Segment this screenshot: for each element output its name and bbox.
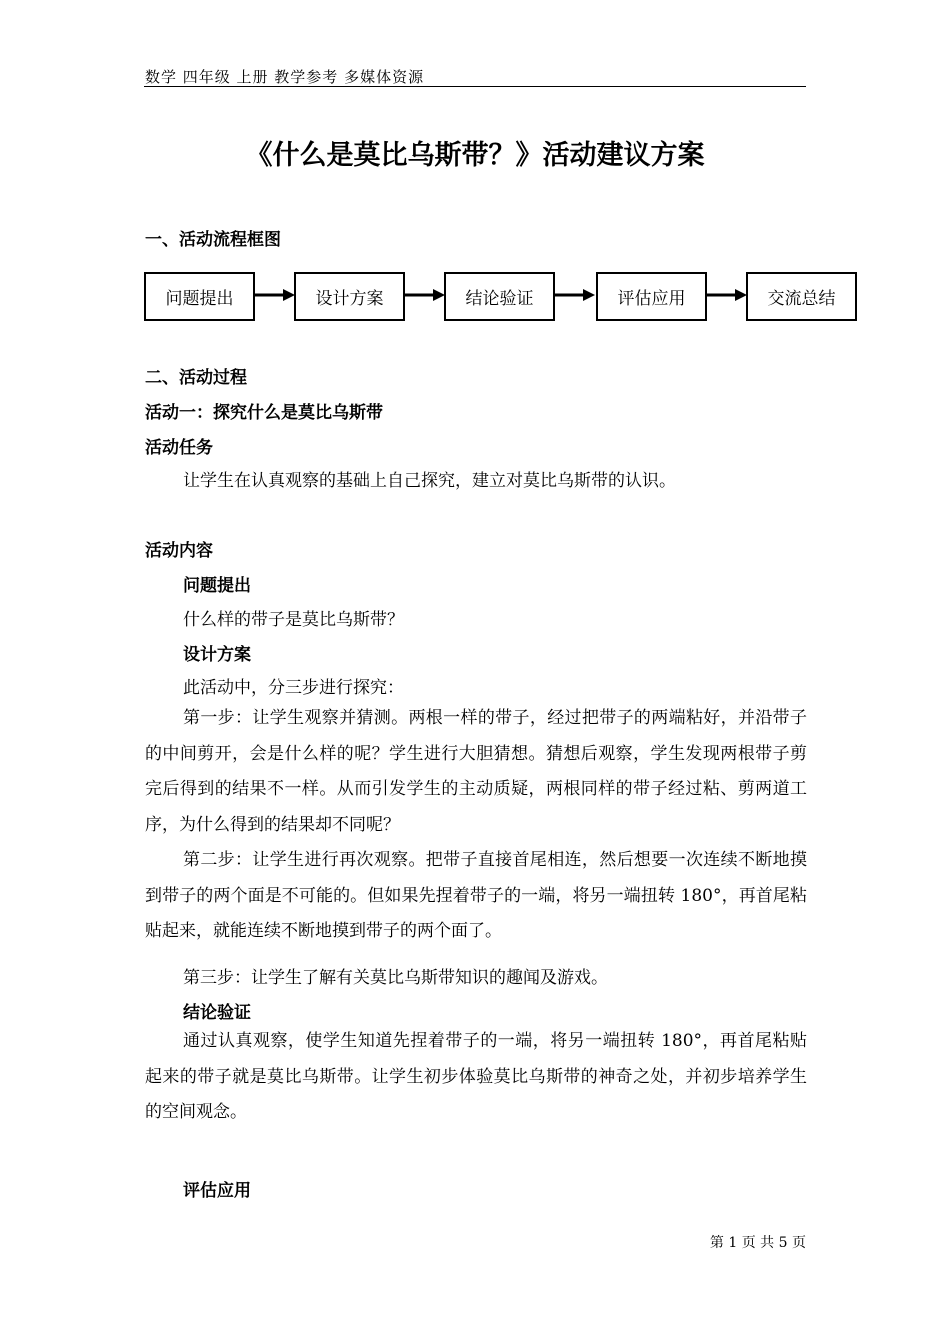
section-heading-flowchart: 一、活动流程框图	[145, 230, 281, 250]
task-text: 让学生在认真观察的基础上自己探究，建立对莫比乌斯带的认识。	[183, 471, 676, 491]
flow-arrow-icon	[405, 288, 445, 302]
flow-step-label: 评估应用	[617, 289, 686, 309]
task-heading: 活动任务	[145, 438, 213, 458]
conclusion-paragraph: 通过认真观察，使学生知道先捏着带子的一端，将另一端扭转 180°，再首尾粘贴起来的带子就是莫比乌斯带。让学生初步体验莫比乌斯带的神奇之处，并初步培养学生的空间观念。	[145, 1031, 807, 1122]
content-heading: 活动内容	[145, 541, 213, 561]
question-text: 什么样的带子是莫比乌斯带？	[183, 610, 404, 630]
design-intro: 此活动中，分三步进行探究：	[183, 678, 404, 698]
flow-step-label: 设计方案	[315, 289, 384, 309]
flow-step-design	[294, 272, 405, 321]
flow-step-summary	[746, 272, 857, 321]
design-heading: 设计方案	[183, 645, 251, 665]
page-title: 《什么是莫比乌斯带？》活动建议方案	[245, 140, 705, 171]
flow-step-label: 结论验证	[465, 289, 534, 309]
document-header: 数学 四年级 上册 教学参考 多媒体资源	[145, 68, 425, 86]
question-heading: 问题提出	[183, 576, 251, 596]
flow-arrow-icon	[555, 288, 595, 302]
flow-step-evaluation	[596, 272, 707, 321]
evaluation-heading: 评估应用	[183, 1181, 251, 1201]
header-rule	[144, 86, 806, 87]
page-number: 第 1 页 共 5 页	[709, 1235, 806, 1251]
flow-step-label: 交流总结	[767, 289, 836, 309]
flow-step-question	[144, 272, 255, 321]
flow-arrow-icon	[707, 288, 747, 302]
conclusion-heading: 结论验证	[183, 1003, 251, 1023]
activity-title: 活动一：探究什么是莫比乌斯带	[145, 403, 383, 423]
flow-step-conclusion	[444, 272, 555, 321]
step-one-paragraph: 第一步：让学生观察并猜测。两根一样的带子，经过把带子的两端粘好，并沿带子的中间剪开，会是什么样的呢？学生进行大胆猜想。猜想后观察，学生发现两根带子剪完后得到的结果不一样。从而引发学生的主动质疑，两根同样的带子经过粘、剪两道工序，为什么得到的结果却不同呢？	[145, 708, 807, 835]
step-three-paragraph: 第三步：让学生了解有关莫比乌斯带知识的趣闻及游戏。	[183, 968, 608, 988]
flow-step-label: 问题提出	[165, 289, 234, 309]
section-heading-process: 二、活动过程	[145, 368, 247, 388]
flow-arrow-icon	[255, 288, 295, 302]
step-two-paragraph: 第二步：让学生进行再次观察。把带子直接首尾相连，然后想要一次连续不断地摸到带子的两个面是不可能的。但如果先捏着带子的一端，将另一端扭转 180°，再首尾粘贴起来，就能连续不断地摸到带子的两个面了。	[145, 850, 807, 941]
